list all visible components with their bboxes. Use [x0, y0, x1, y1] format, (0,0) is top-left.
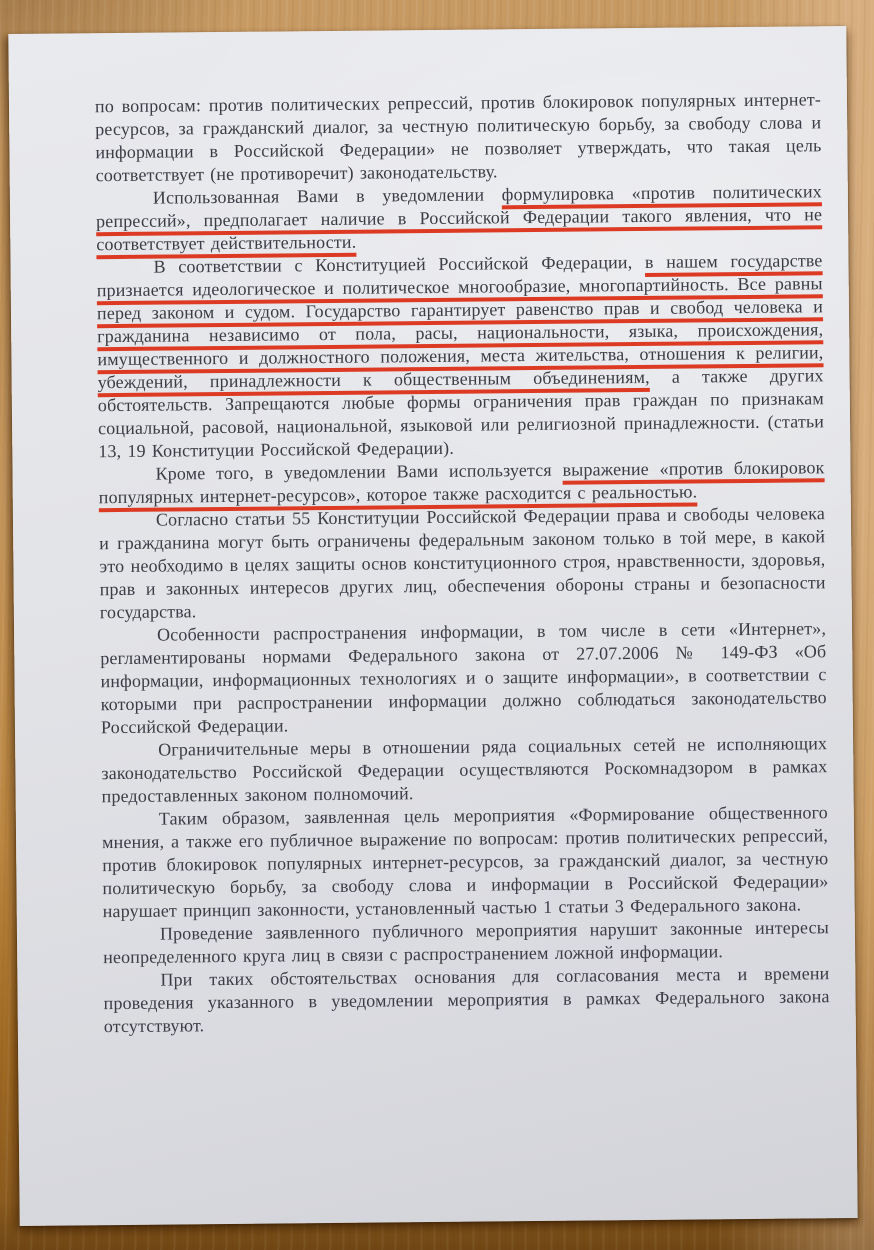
- paragraph: [102, 801, 829, 923]
- text-run: Особенности распространения информации, в том числе в сети «Интернет», регламентированы нормами Федерального закона от 27.07.2006 № 149-ФЗ «Об информации, информационных технологиях и о защите информации», в соответствии с которыми при распространении информации должно соблюдаться законодательство Российской Федерации.: [100, 618, 827, 738]
- text-run: Согласно статьи 55 Конституции Российской Федерации права и свободы человека и гражданина могут быть ограничены федеральным законом только в той мере, в какой это необходимо в целях защиты основ конституционного строя, нравственности, здоровья, прав и законных интересов других лиц, обеспечения обороны страны и безопасности государства.: [99, 503, 826, 623]
- paragraph: [98, 456, 824, 509]
- text-run: Проведение заявленного публичного мероприятия нарушит законные интересы неопределенного круга лиц в связи с распространением ложной информации.: [103, 917, 830, 968]
- paragraph: [101, 732, 828, 808]
- text-run: Использованная Вами в уведомлении: [152, 184, 502, 208]
- text-run: Кроме того, в уведомлении Вами используется: [155, 459, 563, 484]
- paragraph: [96, 249, 824, 463]
- paragraph: [103, 916, 829, 969]
- text-run: При таких обстоятельствах основания для согласования места и времени проведения указанного в уведомлении мероприятия в рамках Федерального закона отсутствуют.: [103, 963, 830, 1037]
- text-run: Таким образом, заявленная цель мероприятия «Формирование общественного мнения, а также его публичное выражение по вопросам: против политических репрессий, против блокировок популярных интернет-ресурсов, за гражданский диалог, за честную политическую борьбу, за свободу слова и информации в Российской Федерации» нарушает принцип законности, установленный частью 1 статьи 3 Федерального закона.: [101, 802, 829, 922]
- document-text: [95, 88, 830, 1038]
- paragraph: [103, 962, 830, 1038]
- document-page: [8, 26, 857, 1226]
- paragraph: [96, 180, 823, 256]
- text-run: В соответствии с Конституцией Российской Федерации,: [153, 251, 646, 277]
- text-run: а также других обстоятельств. Запрещаются любые формы ограничения прав граждан по признакам социальной, расовой, национальной, языковой или религиозной принадлежности. (статьи 13, 19 Конституции Российской Федерации).: [97, 365, 825, 462]
- red-pen-underlined-text: формулировка «против политических репрессий», предполагает наличие в Российской Федерации такого явления, что не соответствует действительности.: [96, 181, 823, 255]
- text-run: по вопросам: против политических репрессий, против блокировок популярных интернет-ресурсов, за гражданский диалог, за честную политическую борьбу, за свободу слова и информации в Российской Федерации» не позволяет утверждать, что такая цель соответствует (не противоречит) законодательству.: [94, 89, 822, 186]
- text-run: Ограничительные меры в отношении ряда социальных сетей не исполняющих законодательство Российской Федерации осуществляются Роскомнадзором в рамках предоставленных законом полномочий.: [101, 733, 828, 807]
- paragraph: [99, 502, 826, 624]
- red-pen-underlined-text: в нашем государстве признается идеологическое и политическое многообразие, многопартийность. Все равны перед законом и судом. Государство гарантирует равенство прав и свобод человека и гражданина независимо от пола, расы, национальности, языка, происхождения, имущественного и должностного положения, места жительства, отношения к религии, убеждений, принадлежности к общественным объединениям,: [96, 250, 824, 393]
- red-pen-underlined-text: выражение «против блокировок популярных интернет-ресурсов», которое также расходится с реальностью.: [98, 457, 825, 508]
- paragraph: [95, 88, 822, 187]
- paragraph: [100, 617, 827, 739]
